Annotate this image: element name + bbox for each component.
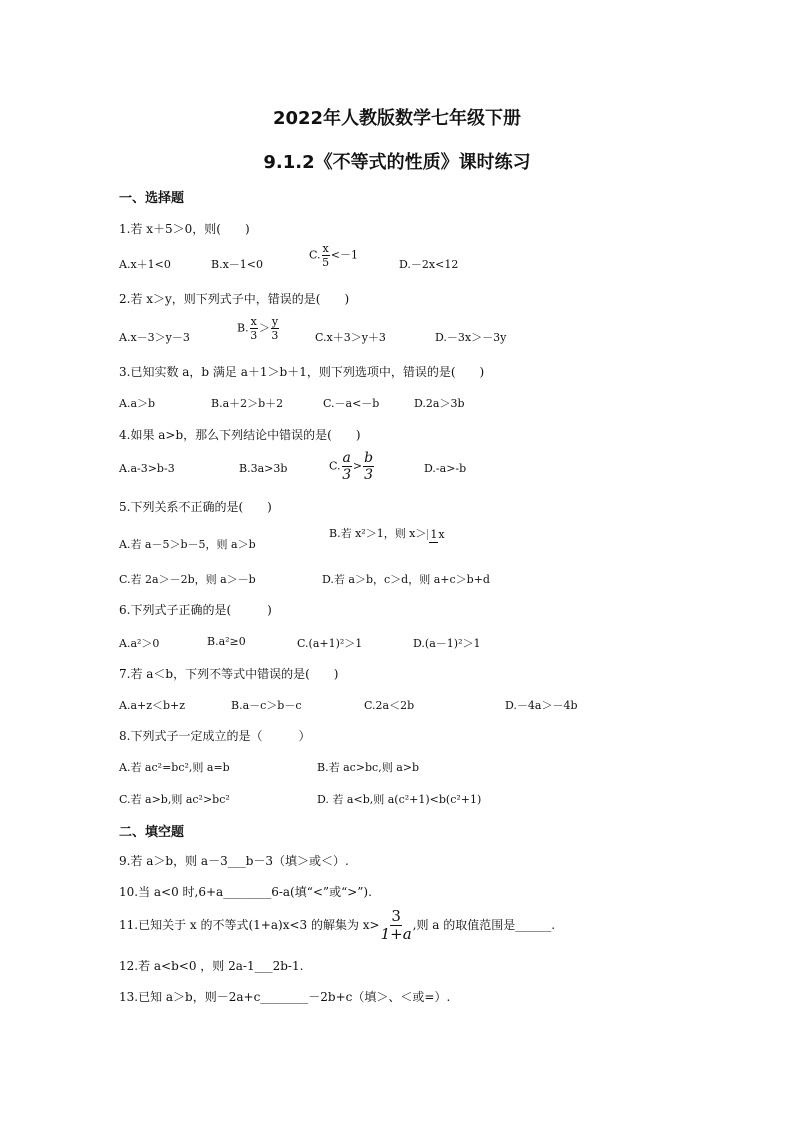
question-11-suffix: ,则 a 的取值范围是______. bbox=[412, 918, 556, 932]
comparison-sign: ＞ bbox=[258, 321, 270, 335]
q3-option-d: D.2a＞3b bbox=[414, 397, 465, 410]
q5-option-b-prefix: B.若 x²＞1，则 x＞ bbox=[329, 527, 427, 540]
question-12: 12.若 a<b<0 ，则 2a-1___2b-1. bbox=[119, 959, 304, 973]
q8-option-d: D. 若 a<b,则 a(c²+1)<b(c²+1) bbox=[317, 793, 482, 806]
q3-option-a: A.a＞b bbox=[119, 397, 156, 410]
q4-option-a: A.a-3>b-3 bbox=[119, 462, 175, 475]
fraction-numerator: b bbox=[364, 450, 374, 466]
fraction bbox=[250, 316, 258, 341]
fraction-denominator: 3 bbox=[342, 467, 352, 483]
q2-option-d: D.－3x＞－3y bbox=[435, 331, 507, 344]
question-13: 13.已知 a＞b，则－2a+c________－2b+c（填＞、＜或=）. bbox=[119, 990, 451, 1004]
fraction-numerator: 3 bbox=[391, 907, 401, 925]
question-3: 3.已知实数 a，b 满足 a＋1＞b＋1，则下列选项中，错误的是( ) bbox=[119, 365, 485, 379]
question-6: 6.下列式子正确的是( ) bbox=[119, 603, 272, 617]
q4-option-b: B.3a>3b bbox=[239, 462, 288, 475]
fraction-denominator: 3 bbox=[250, 329, 258, 342]
q1-option-c bbox=[309, 243, 358, 268]
fraction-denominator: 3 bbox=[271, 329, 279, 342]
fraction bbox=[363, 451, 374, 482]
fraction bbox=[427, 529, 444, 540]
q4-option-c bbox=[329, 451, 375, 482]
comparison-sign: > bbox=[352, 459, 363, 473]
q1-option-a: A.x＋1<0 bbox=[119, 258, 171, 271]
question-10: 10.当 a<0 时,6+a________6-a(填“<”或“>”). bbox=[119, 885, 372, 899]
q5-option-a: A.若 a－5＞b－5，则 a＞b bbox=[119, 538, 256, 551]
fraction bbox=[322, 243, 330, 268]
q2-option-a: A.x－3＞y－3 bbox=[119, 331, 190, 344]
fraction-numerator: x bbox=[322, 242, 329, 255]
section-heading-choice: 一、选择题 bbox=[119, 191, 185, 206]
q6-option-a: A.a²＞0 bbox=[119, 637, 160, 650]
fraction bbox=[271, 316, 279, 341]
q7-option-c: C.2a＜2b bbox=[364, 699, 415, 712]
question-8: 8.下列式子一定成立的是（ ） bbox=[119, 729, 311, 743]
question-9: 9.若 a＞b，则 a－3___b－3（填＞或＜）. bbox=[119, 854, 349, 868]
q5-option-d: D.若 a＞b，c＞d，则 a+c＞b+d bbox=[322, 573, 490, 586]
fraction-denominator: 1+a bbox=[380, 925, 412, 943]
q4-option-c-prefix: C. bbox=[329, 459, 341, 473]
q1-option-c-suffix: <－1 bbox=[330, 248, 358, 262]
q4-option-d: D.-a>-b bbox=[424, 462, 467, 475]
q8-option-a: A.若 ac²=bc²,则 a=b bbox=[119, 761, 230, 774]
q1-option-d: D.－2x<12 bbox=[399, 258, 459, 271]
question-5: 5.下列关系不正确的是( ) bbox=[119, 500, 272, 514]
q5-option-c: C.若 2a＞－2b，则 a＞－b bbox=[119, 573, 256, 586]
document-title: 2022年人教版数学七年级下册 bbox=[272, 108, 522, 129]
fraction-numerator: 1 bbox=[430, 527, 438, 541]
question-4: 4.如果 a>b，那么下列结论中错误的是( ) bbox=[119, 428, 361, 442]
q7-option-b: B.a－c＞b－c bbox=[231, 699, 302, 712]
fraction-numerator: y bbox=[271, 315, 279, 328]
section-heading-fill-in: 二、填空题 bbox=[119, 825, 185, 840]
fraction-denominator: 5 bbox=[322, 256, 330, 269]
fraction bbox=[342, 451, 352, 482]
fraction bbox=[381, 909, 412, 942]
question-2: 2.若 x＞y，则下列式子中，错误的是( ) bbox=[119, 292, 350, 306]
document-subtitle: 9.1.2《不等式的性质》课时练习 bbox=[263, 152, 531, 173]
question-11 bbox=[119, 909, 555, 942]
q8-option-b: B.若 ac>bc,则 a>b bbox=[317, 761, 420, 774]
q2-option-b bbox=[237, 316, 280, 341]
q6-option-b: B.a²≥0 bbox=[207, 635, 246, 648]
question-7: 7.若 a＜b，下列不等式中错误的是( ) bbox=[119, 667, 339, 681]
q1-option-c-prefix: C. bbox=[309, 248, 321, 262]
q7-option-d: D.－4a＞－4b bbox=[505, 699, 578, 712]
q6-option-d: D.(a－1)²＞1 bbox=[413, 637, 481, 650]
fraction-denominator: x bbox=[438, 527, 445, 541]
q3-option-c: C.－a<－b bbox=[323, 397, 380, 410]
q8-option-c: C.若 a>b,则 ac²>bc² bbox=[119, 793, 230, 806]
fraction-numerator: x bbox=[250, 315, 257, 328]
question-1: 1.若 x＋5＞0，则( ) bbox=[119, 222, 250, 236]
q1-option-b: B.x－1<0 bbox=[211, 258, 263, 271]
q2-option-b-prefix: B. bbox=[237, 321, 249, 335]
q2-option-c: C.x＋3＞y＋3 bbox=[315, 331, 386, 344]
q6-option-c: C.(a+1)²＞1 bbox=[297, 637, 363, 650]
fraction-denominator: 3 bbox=[364, 467, 374, 483]
q3-option-b: B.a＋2＞b＋2 bbox=[211, 397, 284, 410]
q5-option-b bbox=[329, 525, 446, 541]
q7-option-a: A.a+z＜b+z bbox=[119, 699, 186, 712]
question-11-prefix: 11.已知关于 x 的不等式(1+a)x<3 的解集为 x> bbox=[119, 918, 380, 932]
fraction-numerator: a bbox=[342, 450, 351, 466]
